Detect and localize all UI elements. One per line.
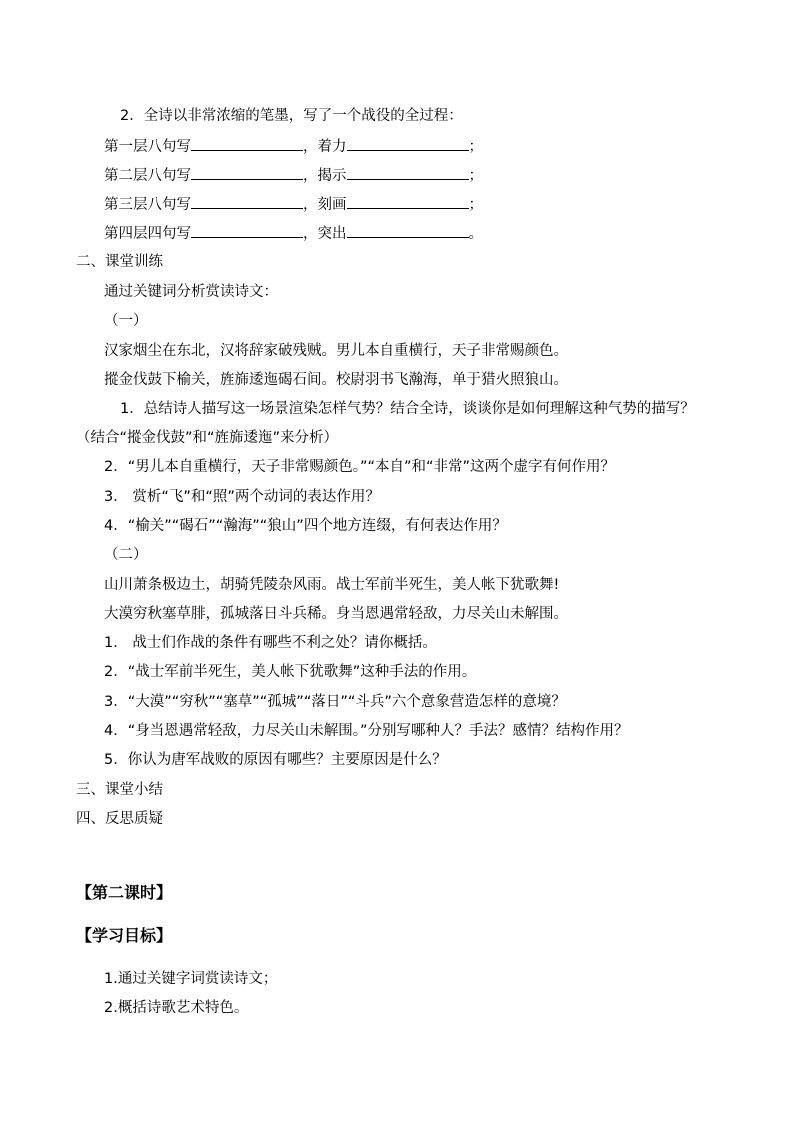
fill-row-end: 。 (468, 226, 483, 242)
fill-row-3 (104, 193, 483, 215)
fill-row-label: 第四层四句写 (104, 226, 191, 242)
poem-line: 汉家烟尘在东北，汉将辞家破残贼。男儿本自重横行，天子非常赐颜色。 (104, 343, 568, 359)
fill-row-label: 第二层八句写 (104, 168, 191, 184)
question: 1． 战士们作战的条件有哪些不利之处？请你概括。 (104, 635, 437, 651)
question: 1．总结诗人描写这一场景渲染怎样气势？结合全诗，谈谈你是如何理解这种气势的描写？ (120, 401, 695, 417)
objectives-title: 【学习目标】 (76, 926, 173, 945)
question: 5．你认为唐军战败的原因有哪些？主要原因是什么？ (104, 752, 447, 768)
question-continuation: （结合“摐金伐鼓”和“旌旆逶迤”来分析） (76, 430, 339, 446)
fill-row-label: 第一层八句写 (104, 139, 191, 155)
fill-row-end: ； (468, 197, 483, 213)
objective-item: 1.通过关键字词赏读诗文； (104, 971, 278, 987)
answer-blank[interactable] (191, 193, 303, 209)
fill-row-end: ； (468, 168, 483, 184)
question: 4．“身当恩遇常轻敌，力尽关山未解围。”分别写哪种人？手法？感情？结构作用？ (104, 723, 629, 739)
answer-blank[interactable] (191, 222, 303, 238)
fill-row-sep: ，着力 (303, 139, 347, 155)
answer-blank[interactable] (347, 193, 469, 209)
fill-row-sep: ，突出 (303, 226, 347, 242)
section-heading: 三、课堂小结 (76, 782, 163, 798)
section-heading: 四、反思质疑 (76, 811, 163, 827)
lesson-title: 【第二课时】 (76, 883, 173, 902)
objective-item: 2.概括诗歌艺术特色。 (104, 1000, 249, 1016)
part2-intro: 2．全诗以非常浓缩的笔墨，写了一个战役的全过程： (120, 108, 463, 124)
fill-row-label: 第三层八句写 (104, 197, 191, 213)
question: 2．“男儿本自重横行，天子非常赐颜色。”“本自”和“非常”这两个虚字有何作用？ (104, 459, 616, 475)
poem-line: 山川萧条极边土，胡骑凭陵杂风雨。战士军前半死生，美人帐下犹歌舞! (104, 577, 560, 593)
answer-blank[interactable] (191, 164, 303, 180)
fill-row-2 (104, 164, 483, 186)
poem-line: 摐金伐鼓下榆关，旌旆逶迤碣石间。校尉羽书飞瀚海，单于猎火照狼山。 (104, 372, 568, 388)
fill-row-1 (104, 135, 483, 157)
question: 3． 赏析“飞”和“照”两个动词的表达作用？ (104, 489, 380, 505)
answer-blank[interactable] (191, 135, 303, 151)
answer-blank[interactable] (347, 135, 469, 151)
question: 4．“榆关”“碣石”“瀚海”“狼山”四个地方连缀，有何表达作用？ (104, 518, 507, 534)
section-heading: 二、课堂训练 (76, 254, 163, 270)
group-label: （一） (104, 313, 148, 329)
fill-row-4 (104, 222, 483, 244)
fill-row-end: ； (468, 139, 483, 155)
answer-blank[interactable] (347, 164, 469, 180)
group-label: （二） (104, 547, 148, 563)
question: 2．“战士军前半死生，美人帐下犹歌舞”这种手法的作用。 (104, 664, 477, 680)
question: 3．“大漠”“穷秋”“塞草”“孤城”“落日”“斗兵”六个意象营造怎样的意境？ (104, 694, 566, 710)
fill-row-sep: ，揭示 (303, 168, 347, 184)
section-intro: 通过关键词分析赏读诗文： (104, 284, 278, 300)
poem-line: 大漠穷秋塞草腓，孤城落日斗兵稀。身当恩遇常轻敌，力尽关山未解围。 (104, 606, 568, 622)
answer-blank[interactable] (347, 222, 469, 238)
fill-row-sep: ，刻画 (303, 197, 347, 213)
